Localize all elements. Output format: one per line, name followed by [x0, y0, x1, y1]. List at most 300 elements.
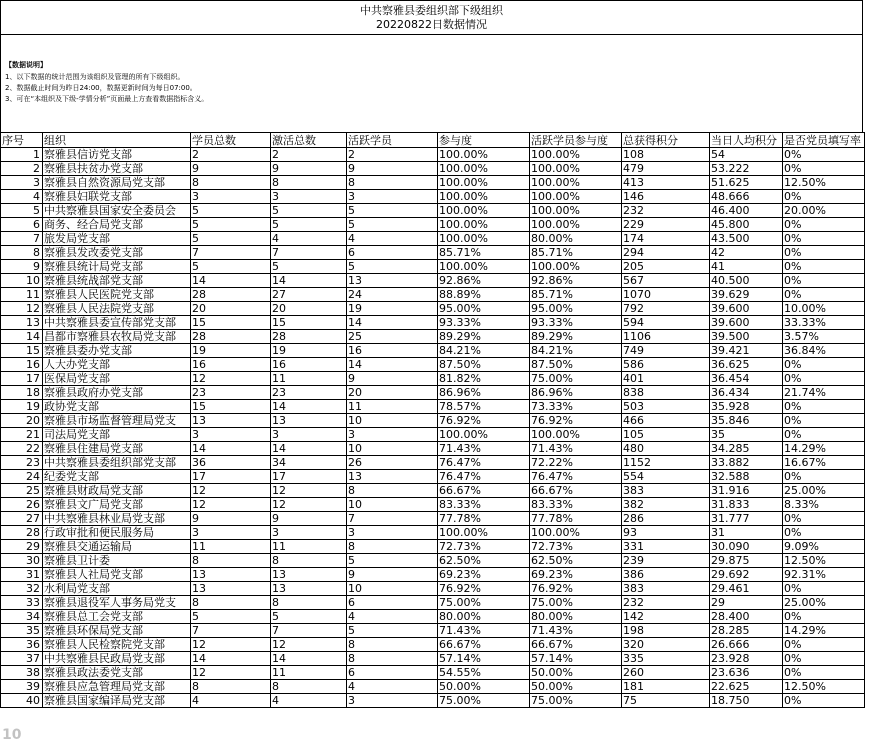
cell-index: 3	[1, 176, 43, 190]
table-row	[1, 442, 865, 456]
cell-member-fill-rate: 0%	[783, 274, 865, 288]
cell-participation: 76.92%	[438, 582, 530, 596]
cell-index: 20	[1, 414, 43, 428]
cell-active-students: 5	[347, 624, 438, 638]
cell-participation: 100.00%	[438, 218, 530, 232]
cell-active-students: 10	[347, 442, 438, 456]
cell-participation: 92.86%	[438, 274, 530, 288]
cell-active-students: 4	[347, 610, 438, 624]
cell-total-students: 3	[191, 428, 271, 442]
cell-index: 26	[1, 498, 43, 512]
cell-member-fill-rate: 0%	[783, 652, 865, 666]
col-header-active-students: 活跃学员	[347, 133, 438, 148]
cell-activated: 5	[271, 260, 347, 274]
cell-total-students: 2	[191, 148, 271, 162]
cell-avg-points: 53.222	[710, 162, 783, 176]
cell-index: 35	[1, 624, 43, 638]
cell-index: 15	[1, 344, 43, 358]
cell-member-fill-rate: 0%	[783, 610, 865, 624]
cell-active-participation: 85.71%	[530, 288, 622, 302]
col-header-activated: 激活总数	[271, 133, 347, 148]
cell-total-students: 5	[191, 232, 271, 246]
cell-total-points: 335	[622, 652, 710, 666]
cell-participation: 75.00%	[438, 694, 530, 708]
cell-org: 人大办党支部	[43, 358, 191, 372]
cell-total-points: 413	[622, 176, 710, 190]
cell-member-fill-rate: 0%	[783, 288, 865, 302]
table-row	[1, 400, 865, 414]
table-row	[1, 680, 865, 694]
cell-active-students: 5	[347, 204, 438, 218]
cell-org: 医保局党支部	[43, 372, 191, 386]
cell-active-participation: 100.00%	[530, 526, 622, 540]
table-row	[1, 330, 865, 344]
cell-member-fill-rate: 0%	[783, 428, 865, 442]
cell-avg-points: 48.666	[710, 190, 783, 204]
cell-active-participation: 69.23%	[530, 568, 622, 582]
cell-total-students: 19	[191, 344, 271, 358]
cell-total-students: 16	[191, 358, 271, 372]
cell-activated: 11	[271, 372, 347, 386]
cell-index: 5	[1, 204, 43, 218]
cell-active-participation: 71.43%	[530, 624, 622, 638]
cell-participation: 100.00%	[438, 526, 530, 540]
cell-total-students: 5	[191, 260, 271, 274]
cell-avg-points: 26.666	[710, 638, 783, 652]
cell-active-participation: 80.00%	[530, 232, 622, 246]
cell-participation: 89.29%	[438, 330, 530, 344]
col-header-participation: 参与度	[438, 133, 530, 148]
cell-org: 行政审批和便民服务局	[43, 526, 191, 540]
cell-total-points: 792	[622, 302, 710, 316]
cell-org: 察雅县人民检察院党支部	[43, 638, 191, 652]
cell-org: 中共察雅县国家安全委员会	[43, 204, 191, 218]
cell-active-students: 8	[347, 638, 438, 652]
cell-member-fill-rate: 0%	[783, 260, 865, 274]
cell-total-points: 586	[622, 358, 710, 372]
table-row	[1, 484, 865, 498]
cell-active-participation: 62.50%	[530, 554, 622, 568]
cell-total-points: 229	[622, 218, 710, 232]
table-row	[1, 316, 865, 330]
cell-org: 察雅县住建局党支部	[43, 442, 191, 456]
cell-member-fill-rate: 25.00%	[783, 596, 865, 610]
col-header-index: 序号	[1, 133, 43, 148]
cell-participation: 72.73%	[438, 540, 530, 554]
cell-total-points: 232	[622, 204, 710, 218]
cell-index: 31	[1, 568, 43, 582]
cell-active-participation: 93.33%	[530, 316, 622, 330]
table-row	[1, 260, 865, 274]
cell-activated: 20	[271, 302, 347, 316]
cell-activated: 12	[271, 484, 347, 498]
cell-index: 25	[1, 484, 43, 498]
cell-total-points: 286	[622, 512, 710, 526]
cell-org: 昌都市察雅县农牧局党支部	[43, 330, 191, 344]
cell-member-fill-rate: 12.50%	[783, 554, 865, 568]
cell-activated: 3	[271, 428, 347, 442]
cell-member-fill-rate: 0%	[783, 666, 865, 680]
cell-total-points: 503	[622, 400, 710, 414]
cell-active-students: 3	[347, 190, 438, 204]
cell-avg-points: 35.928	[710, 400, 783, 414]
cell-active-students: 9	[347, 372, 438, 386]
cell-total-points: 1070	[622, 288, 710, 302]
cell-active-students: 3	[347, 694, 438, 708]
cell-participation: 76.47%	[438, 470, 530, 484]
cell-avg-points: 36.454	[710, 372, 783, 386]
cell-activated: 13	[271, 568, 347, 582]
cell-org: 察雅县统战部党支部	[43, 274, 191, 288]
cell-active-students: 8	[347, 652, 438, 666]
report-header	[0, 0, 863, 34]
cell-index: 6	[1, 218, 43, 232]
cell-avg-points: 28.285	[710, 624, 783, 638]
watermark: 10	[2, 727, 22, 743]
cell-member-fill-rate: 36.84%	[783, 344, 865, 358]
cell-active-students: 8	[347, 484, 438, 498]
cell-org: 察雅县环保局党支部	[43, 624, 191, 638]
cell-index: 39	[1, 680, 43, 694]
cell-org: 察雅县信访党支部	[43, 148, 191, 162]
cell-active-students: 5	[347, 260, 438, 274]
table-row	[1, 176, 865, 190]
cell-activated: 5	[271, 204, 347, 218]
cell-index: 28	[1, 526, 43, 540]
cell-total-students: 11	[191, 540, 271, 554]
cell-member-fill-rate: 25.00%	[783, 484, 865, 498]
cell-total-students: 8	[191, 554, 271, 568]
cell-participation: 100.00%	[438, 162, 530, 176]
table-row	[1, 582, 865, 596]
cell-active-students: 26	[347, 456, 438, 470]
cell-total-students: 7	[191, 246, 271, 260]
cell-active-students: 3	[347, 428, 438, 442]
cell-active-participation: 76.92%	[530, 414, 622, 428]
cell-activated: 8	[271, 680, 347, 694]
cell-active-participation: 86.96%	[530, 386, 622, 400]
cell-avg-points: 39.629	[710, 288, 783, 302]
col-header-member-fill-rate: 是否党员填写率	[783, 133, 865, 148]
cell-total-points: 466	[622, 414, 710, 428]
cell-index: 8	[1, 246, 43, 260]
cell-total-points: 320	[622, 638, 710, 652]
cell-activated: 7	[271, 624, 347, 638]
cell-total-students: 3	[191, 526, 271, 540]
cell-total-points: 554	[622, 470, 710, 484]
cell-avg-points: 31.833	[710, 498, 783, 512]
cell-total-points: 331	[622, 540, 710, 554]
cell-activated: 7	[271, 246, 347, 260]
cell-activated: 17	[271, 470, 347, 484]
cell-index: 1	[1, 148, 43, 162]
cell-avg-points: 29	[710, 596, 783, 610]
cell-activated: 14	[271, 442, 347, 456]
cell-total-students: 28	[191, 288, 271, 302]
table-row	[1, 386, 865, 400]
table-row	[1, 302, 865, 316]
cell-participation: 76.47%	[438, 456, 530, 470]
cell-active-participation: 100.00%	[530, 176, 622, 190]
cell-active-participation: 76.47%	[530, 470, 622, 484]
cell-org: 旅发局党支部	[43, 232, 191, 246]
cell-index: 19	[1, 400, 43, 414]
cell-active-participation: 50.00%	[530, 666, 622, 680]
cell-participation: 54.55%	[438, 666, 530, 680]
table-row	[1, 596, 865, 610]
cell-member-fill-rate: 0%	[783, 400, 865, 414]
cell-member-fill-rate: 0%	[783, 246, 865, 260]
cell-member-fill-rate: 0%	[783, 582, 865, 596]
cell-avg-points: 36.434	[710, 386, 783, 400]
cell-member-fill-rate: 0%	[783, 190, 865, 204]
cell-active-participation: 57.14%	[530, 652, 622, 666]
table-row	[1, 638, 865, 652]
cell-member-fill-rate: 9.09%	[783, 540, 865, 554]
note-line: 2、数据截止时间为昨日24:00，数据更新时间为每日07:00。	[5, 84, 197, 92]
data-notes	[0, 34, 863, 132]
table-row	[1, 540, 865, 554]
cell-activated: 5	[271, 610, 347, 624]
cell-activated: 5	[271, 218, 347, 232]
cell-active-students: 2	[347, 148, 438, 162]
cell-avg-points: 40.500	[710, 274, 783, 288]
cell-total-students: 36	[191, 456, 271, 470]
cell-participation: 78.57%	[438, 400, 530, 414]
cell-avg-points: 23.928	[710, 652, 783, 666]
cell-participation: 69.23%	[438, 568, 530, 582]
cell-participation: 81.82%	[438, 372, 530, 386]
cell-active-participation: 73.33%	[530, 400, 622, 414]
cell-total-students: 9	[191, 162, 271, 176]
cell-total-points: 1106	[622, 330, 710, 344]
cell-org: 政协党支部	[43, 400, 191, 414]
col-header-org: 组织	[43, 133, 191, 148]
cell-avg-points: 23.636	[710, 666, 783, 680]
cell-member-fill-rate: 10.00%	[783, 302, 865, 316]
cell-total-points: 181	[622, 680, 710, 694]
cell-activated: 3	[271, 190, 347, 204]
cell-active-students: 8	[347, 540, 438, 554]
cell-activated: 3	[271, 526, 347, 540]
cell-org: 察雅县人民医院党支部	[43, 288, 191, 302]
cell-activated: 15	[271, 316, 347, 330]
cell-total-students: 13	[191, 414, 271, 428]
cell-org: 察雅县文广局党支部	[43, 498, 191, 512]
cell-activated: 9	[271, 512, 347, 526]
cell-org: 中共察雅县委宣传部党支部	[43, 316, 191, 330]
cell-activated: 34	[271, 456, 347, 470]
table-row	[1, 694, 865, 708]
cell-activated: 2	[271, 148, 347, 162]
cell-total-students: 5	[191, 218, 271, 232]
cell-org: 察雅县交通运输局	[43, 540, 191, 554]
cell-total-points: 260	[622, 666, 710, 680]
cell-index: 11	[1, 288, 43, 302]
cell-member-fill-rate: 8.33%	[783, 498, 865, 512]
cell-org: 商务、经合局党支部	[43, 218, 191, 232]
table-row	[1, 470, 865, 484]
table-row	[1, 652, 865, 666]
cell-total-points: 108	[622, 148, 710, 162]
cell-member-fill-rate: 0%	[783, 162, 865, 176]
cell-active-participation: 66.67%	[530, 484, 622, 498]
cell-index: 16	[1, 358, 43, 372]
notes-heading: 【数据说明】	[5, 61, 47, 69]
cell-active-participation: 71.43%	[530, 442, 622, 456]
cell-avg-points: 39.500	[710, 330, 783, 344]
cell-avg-points: 42	[710, 246, 783, 260]
cell-active-students: 6	[347, 666, 438, 680]
cell-active-students: 5	[347, 554, 438, 568]
cell-active-students: 8	[347, 176, 438, 190]
cell-index: 34	[1, 610, 43, 624]
cell-member-fill-rate: 0%	[783, 694, 865, 708]
cell-participation: 86.96%	[438, 386, 530, 400]
cell-member-fill-rate: 92.31%	[783, 568, 865, 582]
cell-active-students: 13	[347, 470, 438, 484]
cell-active-students: 4	[347, 232, 438, 246]
table-row	[1, 610, 865, 624]
cell-total-students: 8	[191, 596, 271, 610]
cell-active-participation: 72.22%	[530, 456, 622, 470]
cell-org: 察雅县委办党支部	[43, 344, 191, 358]
cell-total-points: 383	[622, 484, 710, 498]
cell-avg-points: 22.625	[710, 680, 783, 694]
cell-participation: 76.92%	[438, 414, 530, 428]
cell-active-students: 14	[347, 316, 438, 330]
cell-participation: 100.00%	[438, 204, 530, 218]
cell-participation: 100.00%	[438, 260, 530, 274]
cell-total-students: 9	[191, 512, 271, 526]
cell-activated: 11	[271, 666, 347, 680]
cell-total-points: 401	[622, 372, 710, 386]
cell-member-fill-rate: 21.74%	[783, 386, 865, 400]
cell-member-fill-rate: 0%	[783, 638, 865, 652]
cell-member-fill-rate: 3.57%	[783, 330, 865, 344]
cell-active-students: 4	[347, 680, 438, 694]
cell-active-students: 14	[347, 358, 438, 372]
table-row	[1, 456, 865, 470]
cell-index: 32	[1, 582, 43, 596]
cell-active-students: 24	[347, 288, 438, 302]
cell-participation: 93.33%	[438, 316, 530, 330]
cell-avg-points: 35	[710, 428, 783, 442]
cell-active-students: 9	[347, 162, 438, 176]
cell-activated: 11	[271, 540, 347, 554]
cell-member-fill-rate: 0%	[783, 414, 865, 428]
cell-index: 17	[1, 372, 43, 386]
cell-active-students: 10	[347, 414, 438, 428]
cell-index: 24	[1, 470, 43, 484]
cell-avg-points: 32.588	[710, 470, 783, 484]
cell-avg-points: 35.846	[710, 414, 783, 428]
cell-member-fill-rate: 0%	[783, 372, 865, 386]
cell-total-points: 594	[622, 316, 710, 330]
cell-active-participation: 75.00%	[530, 372, 622, 386]
cell-total-points: 294	[622, 246, 710, 260]
cell-active-participation: 75.00%	[530, 596, 622, 610]
cell-active-participation: 92.86%	[530, 274, 622, 288]
cell-participation: 57.14%	[438, 652, 530, 666]
cell-avg-points: 43.500	[710, 232, 783, 246]
cell-index: 18	[1, 386, 43, 400]
cell-participation: 62.50%	[438, 554, 530, 568]
cell-total-points: 174	[622, 232, 710, 246]
table-row	[1, 246, 865, 260]
cell-org: 水利局党支部	[43, 582, 191, 596]
cell-active-participation: 76.92%	[530, 582, 622, 596]
cell-activated: 28	[271, 330, 347, 344]
cell-active-participation: 100.00%	[530, 428, 622, 442]
cell-activated: 14	[271, 274, 347, 288]
cell-total-students: 4	[191, 694, 271, 708]
cell-member-fill-rate: 0%	[783, 512, 865, 526]
cell-org: 察雅县政法委党支部	[43, 666, 191, 680]
cell-total-students: 15	[191, 316, 271, 330]
table-row	[1, 526, 865, 540]
cell-active-participation: 50.00%	[530, 680, 622, 694]
cell-member-fill-rate: 20.00%	[783, 204, 865, 218]
cell-participation: 66.67%	[438, 638, 530, 652]
cell-participation: 100.00%	[438, 232, 530, 246]
cell-participation: 85.71%	[438, 246, 530, 260]
cell-activated: 23	[271, 386, 347, 400]
table-row	[1, 372, 865, 386]
cell-activated: 4	[271, 694, 347, 708]
cell-avg-points: 39.600	[710, 316, 783, 330]
cell-active-participation: 100.00%	[530, 148, 622, 162]
cell-org: 察雅县总工会党支部	[43, 610, 191, 624]
table-row	[1, 344, 865, 358]
cell-active-participation: 72.73%	[530, 540, 622, 554]
cell-active-participation: 100.00%	[530, 204, 622, 218]
note-line: 3、可在“本组织及下级-学情分析”页面最上方查看数据指标含义。	[5, 95, 209, 103]
cell-total-students: 20	[191, 302, 271, 316]
cell-active-participation: 100.00%	[530, 190, 622, 204]
cell-index: 9	[1, 260, 43, 274]
cell-total-points: 93	[622, 526, 710, 540]
cell-org: 察雅县退役军人事务局党支	[43, 596, 191, 610]
cell-active-participation: 100.00%	[530, 260, 622, 274]
table-row	[1, 624, 865, 638]
cell-activated: 14	[271, 400, 347, 414]
cell-index: 37	[1, 652, 43, 666]
cell-index: 22	[1, 442, 43, 456]
cell-participation: 83.33%	[438, 498, 530, 512]
cell-member-fill-rate: 12.50%	[783, 680, 865, 694]
cell-total-students: 28	[191, 330, 271, 344]
cell-total-students: 12	[191, 484, 271, 498]
cell-participation: 80.00%	[438, 610, 530, 624]
cell-active-students: 9	[347, 568, 438, 582]
cell-active-students: 19	[347, 302, 438, 316]
cell-active-participation: 100.00%	[530, 162, 622, 176]
cell-avg-points: 41	[710, 260, 783, 274]
cell-participation: 84.21%	[438, 344, 530, 358]
data-table	[0, 132, 865, 708]
cell-participation: 100.00%	[438, 190, 530, 204]
cell-active-students: 5	[347, 218, 438, 232]
cell-participation: 71.43%	[438, 624, 530, 638]
col-header-total-students: 学员总数	[191, 133, 271, 148]
cell-total-points: 567	[622, 274, 710, 288]
table-row	[1, 498, 865, 512]
cell-index: 12	[1, 302, 43, 316]
cell-active-participation: 83.33%	[530, 498, 622, 512]
col-header-total-points: 总获得积分	[622, 133, 710, 148]
cell-index: 10	[1, 274, 43, 288]
